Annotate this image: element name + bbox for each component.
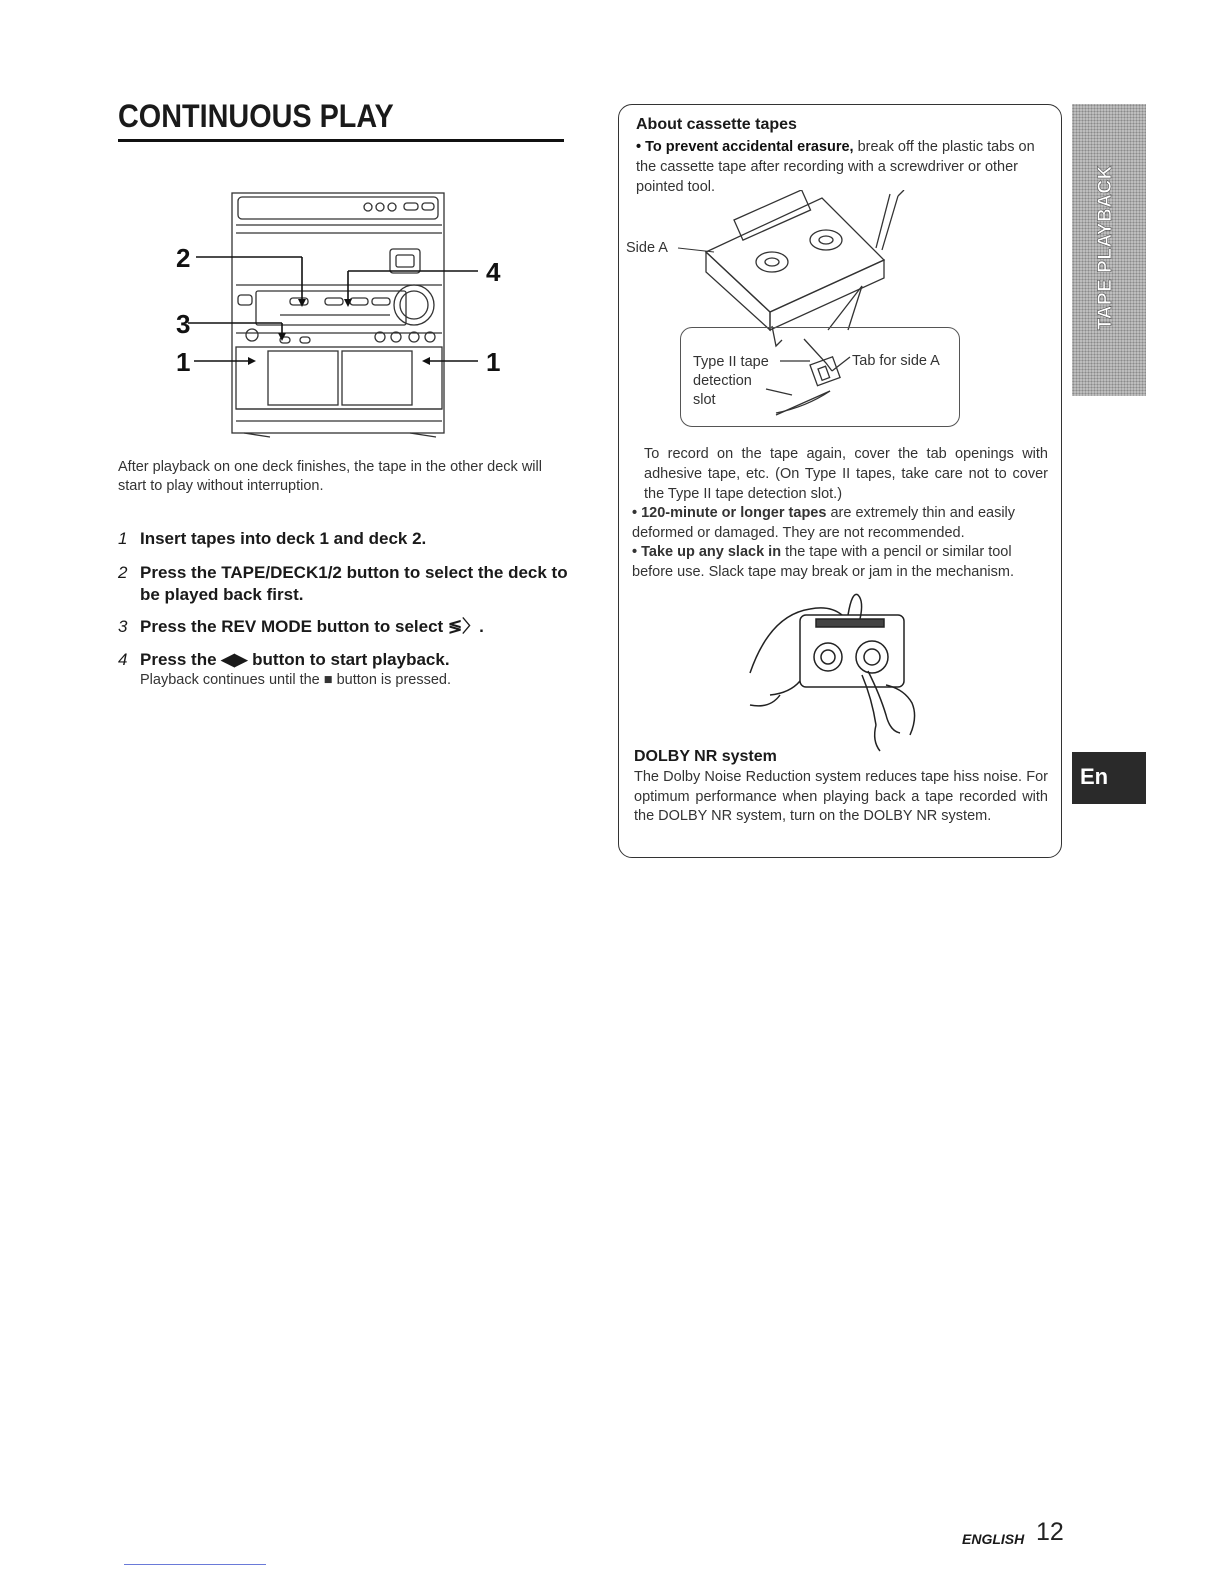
tab-side-a-label: Tab for side A — [852, 353, 940, 369]
intro-text: After playback on one deck finishes, the tape in the other deck will start to play without interruption. — [118, 459, 542, 494]
dolby-title: DOLBY NR system — [634, 748, 777, 765]
language-tab-label: En — [1080, 764, 1109, 789]
step-1 — [118, 528, 568, 550]
type2-slot-label: Type II tape detection slot — [693, 354, 769, 408]
long-tapes-bullet — [632, 503, 1052, 543]
step-2 — [118, 562, 568, 606]
bullet-bold: • To prevent accidental erasure, — [636, 139, 854, 155]
slack-takeup-illustration — [740, 585, 950, 755]
step-text: Insert tapes into deck 1 and deck 2. — [140, 529, 427, 548]
bottom-rule — [124, 1564, 266, 1565]
side-a-label: Side A — [626, 240, 668, 256]
bullet-bold: • 120-minute or longer tapes — [632, 505, 827, 521]
callout-2: 2 — [176, 243, 191, 273]
page-number: 12 — [1036, 1518, 1064, 1546]
step-number: 2 — [118, 563, 128, 582]
step-text: Press the ◀▶ button to start playback. — [140, 650, 450, 669]
callout-3: 3 — [176, 309, 191, 339]
section-side-tab-label: TAPE PLAYBACK — [1095, 165, 1116, 330]
erasure-bullet — [636, 137, 1056, 197]
bullet-bold: • Take up any slack in — [632, 544, 782, 560]
step-number: 3 — [118, 617, 128, 636]
callout-4: 4 — [486, 257, 501, 287]
callout-1-left: 1 — [176, 347, 191, 377]
step-4 — [118, 649, 568, 671]
bullet-text: are extremely thin and easily deformed or damaged. They are not recommended. — [632, 505, 1016, 541]
title-rule — [118, 139, 564, 142]
bullet-text: break off the plastic tabs on the cassette tape after recording with a screwdriver or other pointed tool. — [636, 139, 1035, 195]
stereo-system-illustration — [160, 185, 520, 445]
step-number: 1 — [118, 529, 128, 548]
page-title: CONTINUOUS PLAY — [118, 98, 394, 134]
callout-1-right: 1 — [486, 347, 501, 377]
slack-bullet — [632, 542, 1052, 582]
dolby-body: The Dolby Noise Reduction system reduces tape hiss noise. For optimum performance when playing back a tape recorded with the DOLBY NR system, turn on the DOLBY NR system. — [634, 769, 1048, 824]
step-text: Press the TAPE/DECK1/2 button to select the deck to be played back first. — [140, 563, 568, 604]
step-text: Press the REV MODE button to select ≶〉. — [140, 617, 484, 636]
about-cassette-title: About cassette tapes — [636, 116, 797, 133]
step-4-note: Playback continues until the ■ button is pressed. — [140, 672, 452, 688]
step-3 — [118, 616, 568, 638]
record-again-text: To record on the tape again, cover the tab openings with adhesive tape, etc. (On Type II tapes, take care not to cover the Type II tape detection slot.) — [644, 446, 1048, 502]
bullet-text: the tape with a pencil or similar tool before use. Slack tape may break or jam in the mechanism. — [632, 544, 1015, 580]
step-number: 4 — [118, 650, 128, 669]
footer-language: ENGLISH — [962, 1531, 1025, 1547]
